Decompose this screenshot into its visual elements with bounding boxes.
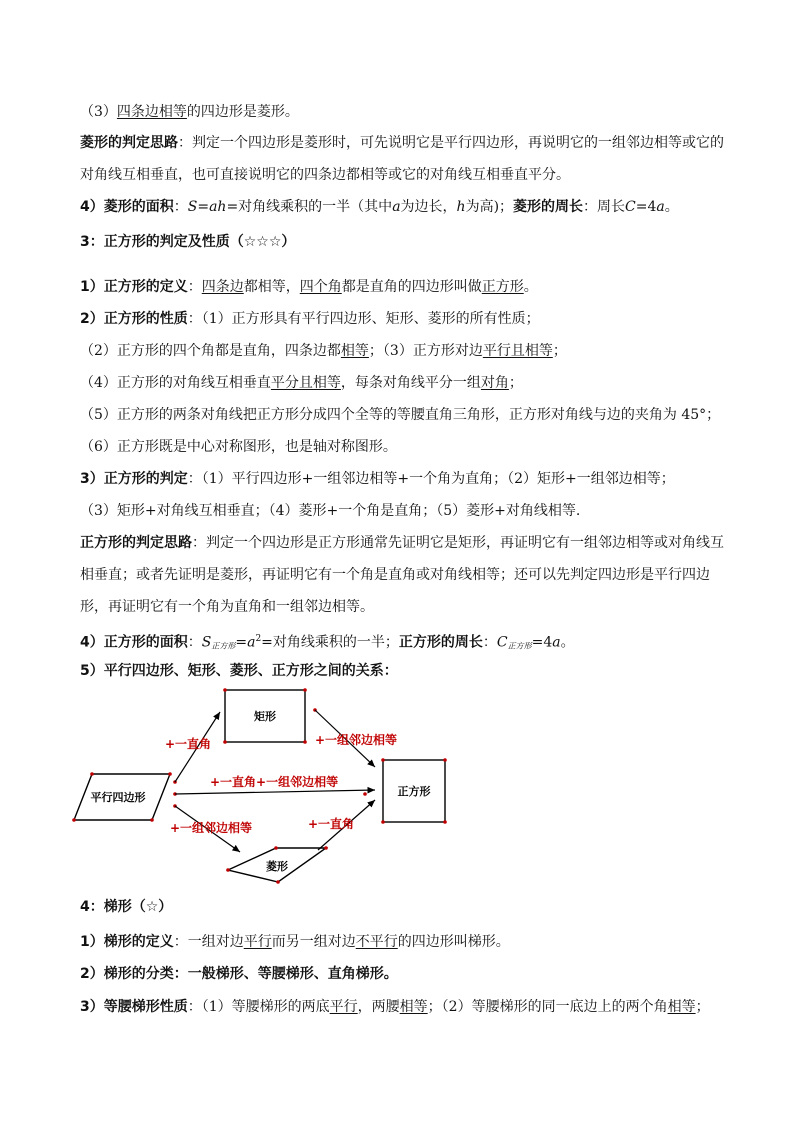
line-square-property-2-3: （2）正方形的四个角都是直角，四条边都相等；（3）正方形对边平行且相等； — [80, 343, 567, 359]
line-relationship-heading: 5）平行四边形、矩形、菱形、正方形之间的关系： — [80, 663, 398, 679]
line-square-approach: 正方形的判定思路：判定一个四边形是正方形通常先证明它是矩形，再证明它有一组邻边相等或对角线互 — [80, 535, 724, 551]
edge-label-adjacent-1: +一组邻边相等 — [315, 733, 398, 747]
edge-label-right-angle-2: +一直角 — [308, 817, 355, 831]
edge-label-adjacent-2: +一组邻边相等 — [170, 821, 253, 835]
rhombus-label: 菱形 — [266, 860, 288, 873]
line-square-criteria-cont: （3）矩形+对角线互相垂直；（4）菱形+一个角是直角；（5）菱形+对角线相等. — [80, 503, 581, 519]
line-trapezoid-definition: 1）梯形的定义：一组对边平行而另一组对边不平行的四边形叫梯形。 — [80, 934, 510, 950]
line-square-definition: 1）正方形的定义：四条边都相等，四个角都是直角的四边形叫做正方形。 — [80, 279, 538, 295]
line-isosceles-trapezoid-properties: 3）等腰梯形性质：（1）等腰梯形的两底平行，两腰相等；（2）等腰梯形的同一底边上的两个角相等； — [80, 999, 710, 1015]
line-square-property-6: （6）正方形既是中心对称图形，也是轴对称图形。 — [80, 439, 397, 455]
line-square-approach-end: 形，再证明它有一个角为直角和一组邻边相等。 — [80, 599, 374, 615]
square-label: 正方形 — [397, 785, 431, 798]
line-square-area: 4）正方形的面积：$S_{正方形}=a^2=$对角线乘积的一半；正方形的周长：$C_{正方形}=4a$。 — [80, 634, 575, 651]
line-square-property-4: （4）正方形的对角线互相垂直平分且相等，每条对角线平分一组对角； — [80, 375, 523, 391]
edge-label-both: +一直角+一组邻边相等 — [210, 775, 339, 789]
line-square-properties: 2）正方形的性质：（1）正方形具有平行四边形、矩形、菱形的所有性质； — [80, 311, 540, 327]
quadrilateral-relationship-diagram — [70, 682, 450, 892]
line-square-property-5: （5）正方形的两条对角线把正方形分成四个全等的等腰直角三角形，正方形对角线与边的夹角为 45°； — [80, 407, 721, 423]
line-rhombus-criterion-3: （3）四条边相等的四边形是菱形。 — [80, 104, 299, 120]
line-rhombus-approach: 菱形的判定思路：判定一个四边形是菱形时，可先说明它是平行四边形，再说明它的一组邻边相等或它的 — [80, 135, 724, 151]
section-heading-square: 3：正方形的判定及性质（☆☆☆） — [80, 234, 296, 250]
line-square-approach-cont: 相垂直；或者先证明是菱形，再证明它有一个角是直角或对角线相等；还可以先判定四边形是平行四边 — [80, 567, 710, 583]
arrow-parallelogram-to-square — [175, 790, 375, 794]
section-heading-trapezoid: 4：梯形（☆） — [80, 899, 173, 915]
line-square-criteria: 3）正方形的判定：（1）平行四边形+一组邻边相等+一个角为直角；（2）矩形+一组邻边相等； — [80, 471, 675, 487]
rectangle-label: 矩形 — [254, 710, 276, 723]
line-rhombus-area: 4）菱形的面积：S=ah=对角线乘积的一半（其中a为边长，h为高)；菱形的周长：周长C=4a。 — [80, 199, 679, 215]
line-rhombus-approach-cont: 对角线互相垂直，也可直接说明它的四条边都相等或它的对角线互相垂直平分。 — [80, 167, 570, 183]
line-trapezoid-types: 2）梯形的分类：一般梯形、等腰梯形、直角梯形。 — [80, 966, 398, 982]
edge-label-right-angle-1: +一直角 — [165, 737, 212, 751]
parallelogram-label: 平行四边形 — [90, 791, 146, 804]
